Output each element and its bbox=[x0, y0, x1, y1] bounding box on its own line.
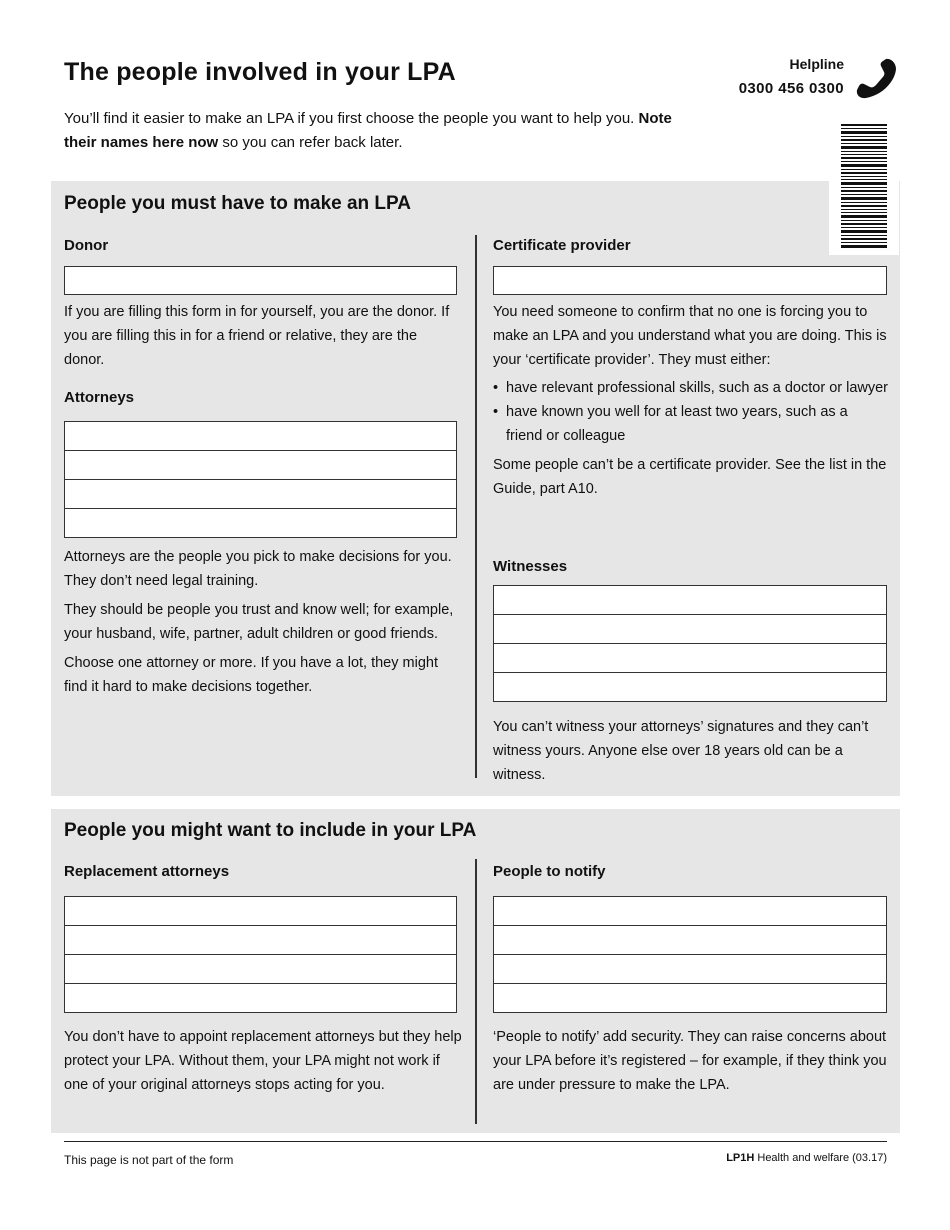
witnesses-label: Witnesses bbox=[493, 558, 568, 575]
attorney-name-field[interactable] bbox=[65, 509, 456, 537]
column-divider bbox=[475, 235, 477, 778]
person-to-notify-name-field[interactable] bbox=[494, 926, 886, 955]
certificate-provider-name-field[interactable] bbox=[493, 266, 887, 295]
person-to-notify-name-field[interactable] bbox=[494, 897, 886, 926]
certificate-provider-text: You need someone to confirm that no one is forcing you to make an LPA and you understand what you are doing. This is your ‘certificate provider’. They must either: • have relevant professional skills, such as a doctor or lawyer • have known you well for at least two years, such as a friend or colleague Some people can’t be a certificate provider. See the list in the Guide, part A10. bbox=[493, 300, 888, 506]
people-to-notify-text: ‘People to notify’ add security. They can raise concerns about your LPA before it’s registered – for example, if they think you are under pressure to make the LPA. bbox=[493, 1029, 887, 1093]
replacement-attorneys-text: You don’t have to appoint replacement attorneys but they help protect your LPA. Without them, your LPA might not work if one of your original attorneys stops acting for you. bbox=[64, 1029, 462, 1093]
list-item: • have known you well for at least two years, such as a friend or colleague bbox=[493, 400, 888, 448]
people-to-notify-name-fields bbox=[493, 896, 887, 1013]
replacement-attorney-name-field[interactable] bbox=[65, 955, 456, 984]
column-divider bbox=[475, 859, 477, 1124]
attorneys-name-fields bbox=[64, 421, 457, 538]
people-to-notify-label: People to notify bbox=[493, 863, 606, 880]
replacement-attorneys-name-fields bbox=[64, 896, 457, 1013]
helpline-label: Helpline bbox=[789, 56, 844, 72]
replacement-attorney-name-field[interactable] bbox=[65, 926, 456, 955]
attorney-name-field[interactable] bbox=[65, 422, 456, 451]
donor-name-field[interactable] bbox=[64, 266, 457, 295]
barcode bbox=[829, 120, 899, 255]
person-to-notify-name-field[interactable] bbox=[494, 984, 886, 1012]
witness-name-field[interactable] bbox=[494, 673, 886, 701]
barcode-graphic bbox=[841, 124, 887, 248]
person-to-notify-name-field[interactable] bbox=[494, 955, 886, 984]
section-optional-title: People you might want to include in your LPA bbox=[64, 820, 477, 841]
list-item: • have relevant professional skills, such as a doctor or lawyer bbox=[493, 376, 888, 400]
helpline bbox=[739, 55, 844, 101]
witnesses-name-fields bbox=[493, 585, 887, 702]
page-title: The people involved in your LPA bbox=[64, 58, 456, 86]
witnesses-text: You can’t witness your attorneys’ signatures and they can’t witness yours. Anyone else over 18 years old can be a witness. bbox=[493, 719, 869, 783]
intro-text: You’ll find it easier to make an LPA if you first choose the people you want to help you. Note their names here now so you can refer back later. bbox=[64, 110, 672, 151]
section-optional-people bbox=[51, 809, 900, 1133]
donor-label: Donor bbox=[64, 237, 109, 254]
attorney-name-field[interactable] bbox=[65, 480, 456, 509]
replacement-attorney-name-field[interactable] bbox=[65, 984, 456, 1012]
helpline-number: 0300 456 0300 bbox=[738, 80, 844, 97]
replacement-attorney-name-field[interactable] bbox=[65, 897, 456, 926]
witness-name-field[interactable] bbox=[494, 644, 886, 673]
attorneys-label: Attorneys bbox=[64, 389, 135, 406]
attorney-name-field[interactable] bbox=[65, 451, 456, 480]
phone-icon bbox=[855, 57, 897, 99]
footer-note: This page is not part of the form bbox=[64, 1153, 234, 1167]
section-required-title: People you must have to make an LPA bbox=[64, 193, 412, 214]
donor-text: If you are filling this form in for yourself, you are the donor. If you are filling this in for a friend or relative, they are the donor. bbox=[64, 304, 450, 368]
footer-form-reference: LP1H Health and welfare (03.17) bbox=[726, 1152, 887, 1164]
attorneys-text: Attorneys are the people you pick to make decisions for you. They don’t need legal training. They should be people you trust and know well; for example, your husband, wife, partner, adult children or good friends. Choose one attorney or more. If you have a lot, they might find it hard to make decisions together. bbox=[64, 549, 454, 695]
certificate-provider-label: Certificate provider bbox=[493, 237, 631, 254]
witness-name-field[interactable] bbox=[494, 615, 886, 644]
section-required-people bbox=[51, 181, 900, 796]
footer-rule bbox=[64, 1141, 887, 1142]
witness-name-field[interactable] bbox=[494, 586, 886, 615]
replacement-attorneys-label: Replacement attorneys bbox=[64, 863, 230, 880]
